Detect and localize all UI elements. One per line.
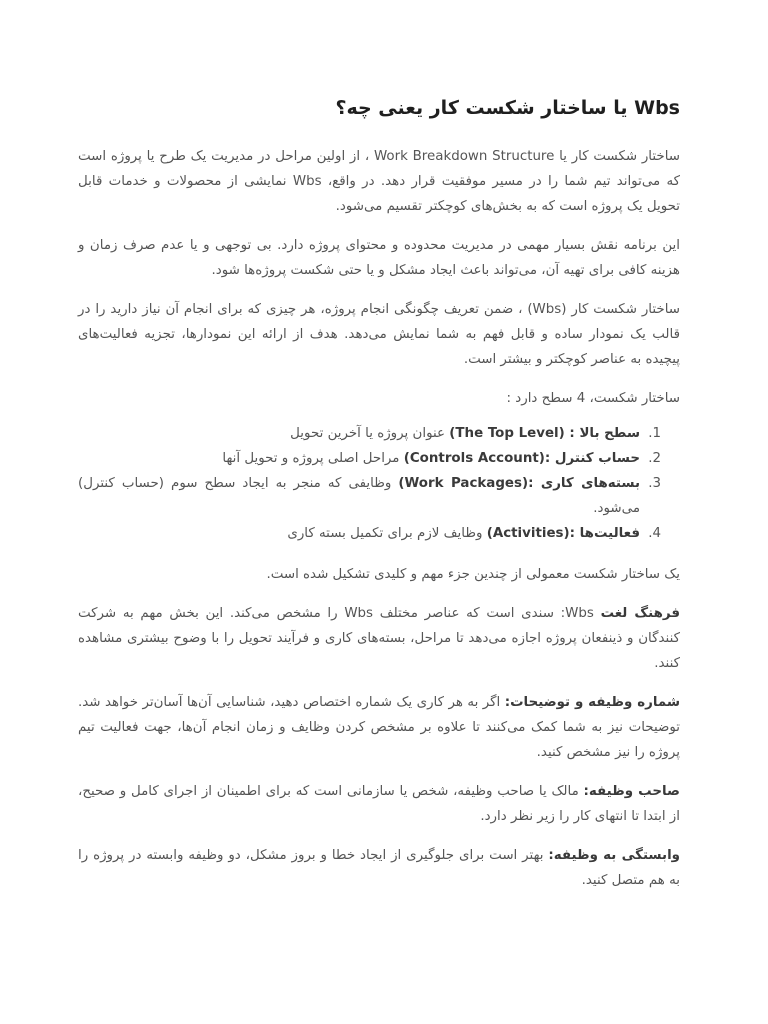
glossary-term: فرهنگ لغت <box>600 606 680 621</box>
level-desc: وظایف لازم برای تکمیل بسته کاری <box>287 526 487 541</box>
definition-paragraph: ساختار شکست کار (Wbs) ، ضمن تعریف چگونگی انجام پروژه، هر چیزی که برای انجام آن نیاز دارید را در قالب یک نمودار ساده و قابل فهم به شما نمایش می‌دهد. هدف از ارائه این نمودارها، تجزیه فعالیت‌های پیچیده به عناصر کوچکتر و بیشتر است. <box>78 302 680 367</box>
glossary-text: Wbs: سندی است که عناصر مختلف Wbs را مشخص می‌کند. این بخش مهم به شرکت کنندگان و ذینفعان پروژه اجازه می‌دهد تا مراحل، بسته‌های کاری و فرآیند تحویل را با وضوح بیشتری مشاهده کنند. <box>78 606 680 671</box>
levels-intro: ساختار شکست، 4 سطح دارد : <box>506 391 680 406</box>
level-desc: عنوان پروژه یا آخرین تحویل <box>290 426 450 441</box>
components-intro: یک ساختار شکست معمولی از چندین جزء مهم و کلیدی تشکیل شده است. <box>266 567 680 582</box>
numbering-term: شماره وظیفه و توضیحات: <box>504 695 680 710</box>
level-term: بسته‌های کاری :(Work Packages) <box>398 476 640 491</box>
importance-paragraph: این برنامه نقش بسیار مهمی در مدیریت محدوده و محتوای پروژه دارد. بی توجهی و یا عدم صرف زمان و هزینه کافی برای تهیه آن، می‌تواند باعث ایجاد مشکل و یا حتی شکست پروژه‌ها شود. <box>78 238 680 278</box>
owner-term: صاحب وظیفه: <box>583 784 680 799</box>
list-item <box>78 446 644 471</box>
level-term: فعالیت‌ها :(Activities) <box>486 526 640 541</box>
numbering-paragraph <box>78 690 680 765</box>
owner-paragraph <box>78 779 680 829</box>
owner-text: مالک یا صاحب وظیفه، شخص یا سازمانی است که برای اطمینان از اجرای کامل و صحیح، از ابتدا تا انتهای کار را زیر نظر دارد. <box>78 784 680 824</box>
document-title: Wbs یا ساختار شکست کار یعنی چه؟ <box>335 97 680 119</box>
level-desc: وظایفی که منجر به ایجاد سطح سوم (حساب کنترل) می‌شود. <box>78 476 640 516</box>
level-desc: مراحل اصلی پروژه و تحویل آنها <box>222 451 404 466</box>
level-term: سطح بالا : (The Top Level) <box>449 426 640 441</box>
glossary-paragraph <box>78 601 680 676</box>
intro-paragraph: ساختار شکست کار یا Work Breakdown Structure ، از اولین مراحل در مدیریت یک طرح یا پروژه است که می‌تواند تیم شما را در مسیر موفقیت قرار دهد. در واقع، Wbs نمایشی از محصولات و خدمات قابل تحویل یک پروژه است که به بخش‌های کوچکتر تقسیم می‌شود. <box>78 149 680 214</box>
dependency-paragraph <box>78 843 680 893</box>
level-term: حساب کنترل :(Controls Account) <box>403 451 640 466</box>
list-item <box>78 421 644 446</box>
dependency-text: بهتر است برای جلوگیری از ایجاد خطا و بروز مشکل، دو وظیفه وابسته در پروژه را به هم متصل کنید. <box>78 848 680 888</box>
list-item <box>78 471 644 521</box>
levels-list <box>78 421 680 546</box>
dependency-term: وابستگی به وظیفه: <box>548 848 681 863</box>
list-item <box>78 521 644 546</box>
numbering-text: اگر به هر کاری یک شماره اختصاص دهید، شناسایی آن‌ها آسان‌تر خواهد شد. توضیحات نیز به شما کمک می‌کنند تا علاوه بر مشخص کردن وظایف و زمان انجام آن‌ها، جهت فعالیت تیم پروژه را نیز مشخص کنید. <box>78 695 680 760</box>
